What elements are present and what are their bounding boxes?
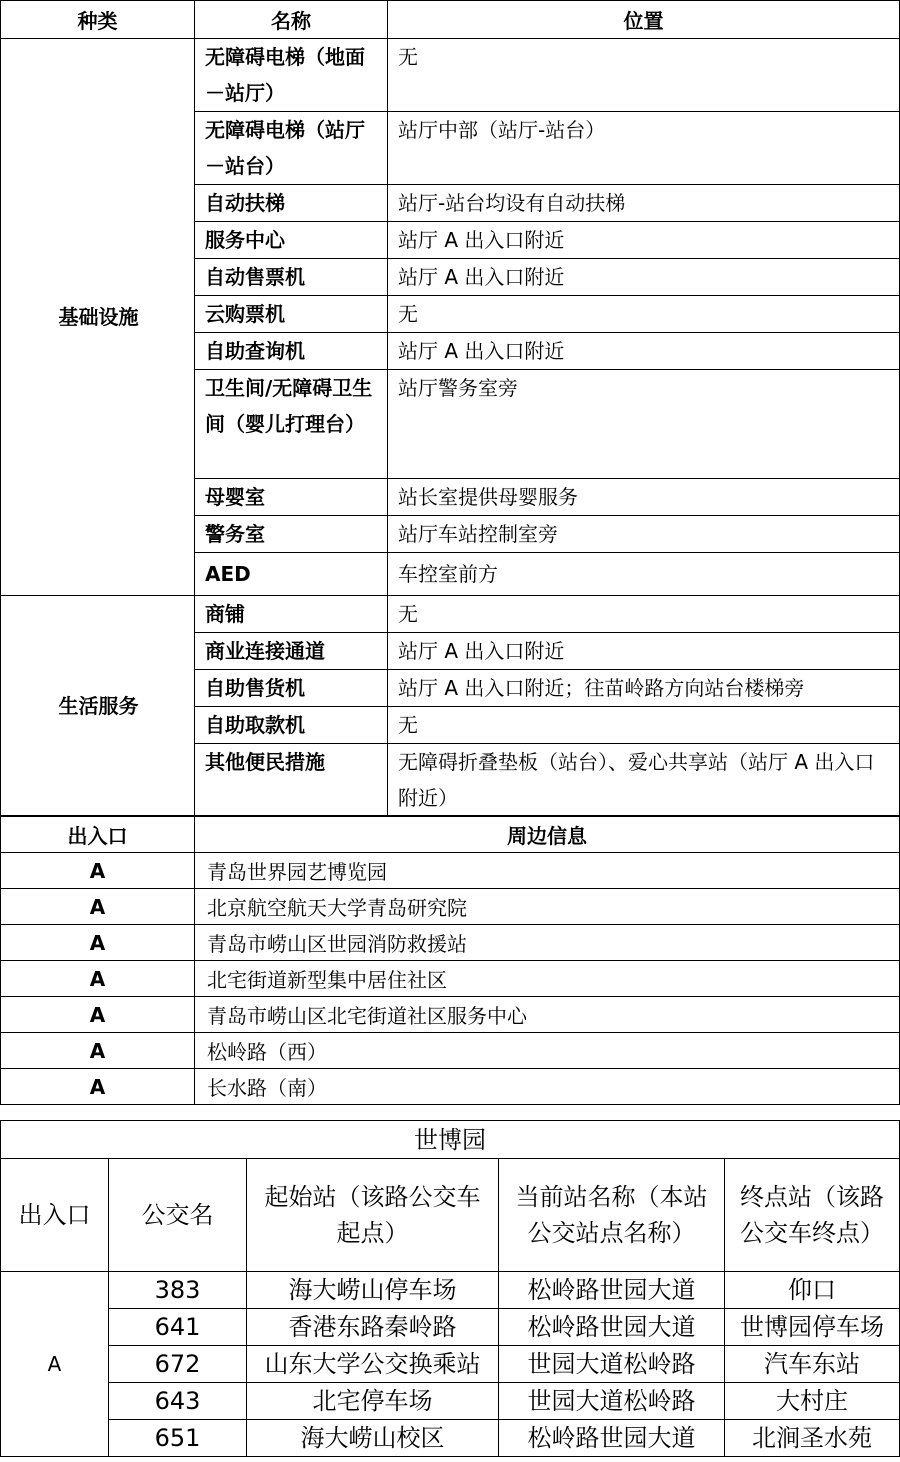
header-entrance: 出入口	[1, 816, 195, 853]
current-cell: 松岭路世园大道	[499, 1420, 725, 1457]
facility-location: 车控室前方	[388, 553, 900, 596]
bus-title-row	[1, 1121, 900, 1159]
start-cell: 海大崂山停车场	[247, 1272, 499, 1309]
start-cell: 香港东路秦岭路	[247, 1309, 499, 1346]
end-cell: 仰口	[725, 1272, 900, 1309]
facility-location: 无	[388, 296, 900, 333]
entrance-cell: A	[1, 997, 195, 1033]
header-surroundings: 周边信息	[195, 816, 900, 853]
surrounding-info: 长水路（南）	[195, 1069, 900, 1105]
header-location: 位置	[388, 1, 900, 39]
table-row	[1, 889, 900, 925]
facility-name: 商业连接通道	[195, 633, 388, 670]
facility-name: 无障碍电梯（站厅－站台）	[195, 112, 388, 185]
facility-location: 站厅-站台均设有自动扶梯	[388, 185, 900, 222]
facility-name: 无障碍电梯（地面－站厅）	[195, 39, 388, 112]
header-current: 当前站名称（本站公交站点名称）	[499, 1159, 725, 1272]
route-cell: 643	[109, 1383, 247, 1420]
header-route: 公交名	[109, 1159, 247, 1272]
facility-location: 站厅 A 出入口附近	[388, 259, 900, 296]
facility-name: 自助取款机	[195, 707, 388, 744]
bus-header-row	[1, 1159, 900, 1272]
facility-location: 站厅 A 出入口附近；往苗岭路方向站台楼梯旁	[388, 670, 900, 707]
bus-table	[0, 1120, 900, 1457]
facility-name: 自助售货机	[195, 670, 388, 707]
facility-location: 无	[388, 596, 900, 633]
table-row	[1, 1420, 900, 1457]
entrance-cell: A	[1, 853, 195, 889]
facility-name: 服务中心	[195, 222, 388, 259]
table-row	[1, 1346, 900, 1383]
table-row	[1, 997, 900, 1033]
facility-location: 站厅 A 出入口附近	[388, 633, 900, 670]
start-cell: 北宅停车场	[247, 1383, 499, 1420]
bus-title: 世博园	[1, 1121, 900, 1159]
table-row	[1, 1272, 900, 1309]
table-row	[1, 1069, 900, 1105]
surrounding-info: 青岛市崂山区北宅街道社区服务中心	[195, 997, 900, 1033]
facility-name: 卫生间/无障碍卫生间（婴儿打理台）	[195, 370, 388, 479]
current-cell: 世园大道松岭路	[499, 1383, 725, 1420]
table-row	[1, 961, 900, 997]
start-cell: 海大崂山校区	[247, 1420, 499, 1457]
facility-name: 自动售票机	[195, 259, 388, 296]
facility-location: 站厅警务室旁	[388, 370, 900, 479]
facility-location: 无	[388, 39, 900, 112]
entrance-cell: A	[1, 925, 195, 961]
facility-location: 站厅 A 出入口附近	[388, 222, 900, 259]
surrounding-info: 北宅街道新型集中居住社区	[195, 961, 900, 997]
table-row	[1, 39, 900, 112]
facility-location: 无	[388, 707, 900, 744]
facility-name: AED	[195, 553, 388, 596]
table-row	[1, 596, 900, 633]
header-end: 终点站（该路公交车终点）	[725, 1159, 900, 1272]
header-start: 起始站（该路公交车起点）	[247, 1159, 499, 1272]
facility-location: 站厅中部（站厅-站台）	[388, 112, 900, 185]
facility-location: 无障碍折叠垫板（站台）、爱心共享站（站厅 A 出入口附近）	[388, 744, 900, 817]
current-cell: 松岭路世园大道	[499, 1309, 725, 1346]
table-row	[1, 1033, 900, 1069]
end-cell: 汽车东站	[725, 1346, 900, 1383]
surrounding-info: 青岛世界园艺博览园	[195, 853, 900, 889]
entrance-cell: A	[1, 889, 195, 925]
current-cell: 世园大道松岭路	[499, 1346, 725, 1383]
start-cell: 山东大学公交换乘站	[247, 1346, 499, 1383]
table-row	[1, 1309, 900, 1346]
facility-name: 自动扶梯	[195, 185, 388, 222]
facility-name: 警务室	[195, 516, 388, 553]
facility-name: 云购票机	[195, 296, 388, 333]
category-cell: 基础设施	[1, 39, 195, 596]
route-cell: 651	[109, 1420, 247, 1457]
facilities-header-row	[1, 1, 900, 39]
route-cell: 672	[109, 1346, 247, 1383]
header-name: 名称	[195, 1, 388, 39]
surroundings-header-row	[1, 816, 900, 853]
surrounding-info: 青岛市崂山区世园消防救援站	[195, 925, 900, 961]
entrance-cell: A	[1, 1272, 109, 1457]
facility-name: 母婴室	[195, 479, 388, 516]
end-cell: 世博园停车场	[725, 1309, 900, 1346]
entrance-cell: A	[1, 1069, 195, 1105]
entrance-cell: A	[1, 1033, 195, 1069]
header-entrance: 出入口	[1, 1159, 109, 1272]
header-category: 种类	[1, 1, 195, 39]
table-row	[1, 925, 900, 961]
facility-name: 商铺	[195, 596, 388, 633]
surroundings-table	[0, 815, 900, 1105]
facility-name: 自助查询机	[195, 333, 388, 370]
facility-name: 其他便民措施	[195, 744, 388, 817]
table-row	[1, 853, 900, 889]
table-row	[1, 1383, 900, 1420]
category-cell: 生活服务	[1, 596, 195, 817]
current-cell: 松岭路世园大道	[499, 1272, 725, 1309]
end-cell: 大村庄	[725, 1383, 900, 1420]
facility-location: 站长室提供母婴服务	[388, 479, 900, 516]
surrounding-info: 北京航空航天大学青岛研究院	[195, 889, 900, 925]
surrounding-info: 松岭路（西）	[195, 1033, 900, 1069]
end-cell: 北涧圣水苑	[725, 1420, 900, 1457]
route-cell: 383	[109, 1272, 247, 1309]
entrance-cell: A	[1, 961, 195, 997]
facility-location: 站厅 A 出入口附近	[388, 333, 900, 370]
route-cell: 641	[109, 1309, 247, 1346]
facility-location: 站厅车站控制室旁	[388, 516, 900, 553]
